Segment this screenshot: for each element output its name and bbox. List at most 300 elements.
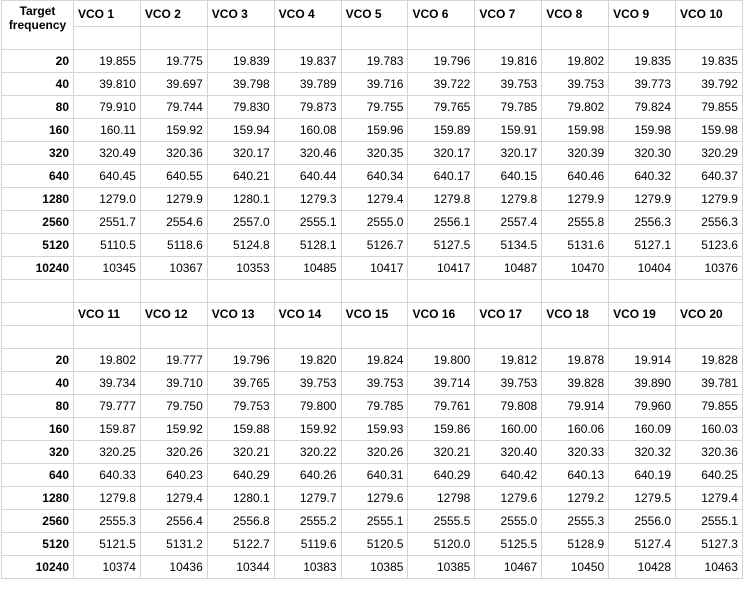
measured-value: 320.21: [408, 441, 475, 464]
measured-value: 159.86: [408, 418, 475, 441]
column-header: VCO 8: [542, 1, 609, 27]
header-row-1: [2, 1, 743, 27]
table-row: [2, 487, 743, 510]
empty-cell: [2, 280, 74, 303]
measured-value: 79.808: [475, 395, 542, 418]
measured-value: 1280.1: [207, 487, 274, 510]
measured-value: 10353: [207, 257, 274, 280]
measured-value: 2556.4: [140, 510, 207, 533]
table-row: [2, 211, 743, 234]
measured-value: 39.798: [207, 73, 274, 96]
target-frequency: 640: [2, 464, 74, 487]
table-row: [2, 257, 743, 280]
vco-frequency-table: [1, 0, 743, 579]
empty-cell: [542, 27, 609, 50]
measured-value: 640.44: [274, 165, 341, 188]
target-frequency: 1280: [2, 188, 74, 211]
measured-value: 640.17: [408, 165, 475, 188]
measured-value: 320.30: [609, 142, 676, 165]
measured-value: 39.781: [676, 372, 743, 395]
column-header: VCO 20: [676, 303, 743, 326]
measured-value: 1279.9: [140, 188, 207, 211]
target-frequency: 40: [2, 73, 74, 96]
target-frequency: 10240: [2, 556, 74, 579]
target-frequency: 160: [2, 119, 74, 142]
measured-value: 39.828: [542, 372, 609, 395]
measured-value: 79.830: [207, 96, 274, 119]
measured-value: 10404: [609, 257, 676, 280]
measured-value: 79.855: [676, 395, 743, 418]
measured-value: 79.800: [274, 395, 341, 418]
separator-row: [2, 280, 743, 303]
measured-value: 5128.1: [274, 234, 341, 257]
measured-value: 159.98: [609, 119, 676, 142]
measured-value: 39.710: [140, 372, 207, 395]
measured-value: 19.783: [341, 50, 408, 73]
measured-value: 2555.1: [341, 510, 408, 533]
column-header: VCO 4: [274, 1, 341, 27]
measured-value: 10463: [676, 556, 743, 579]
measured-value: 5119.6: [274, 533, 341, 556]
measured-value: 320.26: [140, 441, 207, 464]
measured-value: 640.21: [207, 165, 274, 188]
measured-value: 19.855: [74, 50, 141, 73]
column-header: VCO 14: [274, 303, 341, 326]
measured-value: 10376: [676, 257, 743, 280]
empty-cell: [2, 326, 74, 349]
table-row: [2, 188, 743, 211]
measured-value: 5131.6: [542, 234, 609, 257]
target-frequency: 80: [2, 395, 74, 418]
measured-value: 1279.4: [676, 487, 743, 510]
measured-value: 79.914: [542, 395, 609, 418]
empty-cell: [207, 326, 274, 349]
measured-value: 640.33: [74, 464, 141, 487]
measured-value: 640.29: [207, 464, 274, 487]
measured-value: 320.36: [676, 441, 743, 464]
measured-value: 1279.4: [140, 487, 207, 510]
measured-value: 39.722: [408, 73, 475, 96]
empty-cell: [542, 326, 609, 349]
measured-value: 39.753: [274, 372, 341, 395]
table-row: [2, 464, 743, 487]
empty-cell: [609, 326, 676, 349]
measured-value: 5125.5: [475, 533, 542, 556]
empty-cell: [74, 27, 141, 50]
measured-value: 39.810: [74, 73, 141, 96]
column-header: VCO 6: [408, 1, 475, 27]
measured-value: 320.36: [140, 142, 207, 165]
empty-cell: [274, 280, 341, 303]
target-frequency: 160: [2, 418, 74, 441]
measured-value: 159.98: [542, 119, 609, 142]
target-frequency: 2560: [2, 211, 74, 234]
empty-cell: [74, 326, 141, 349]
measured-value: 640.45: [74, 165, 141, 188]
measured-value: 39.773: [609, 73, 676, 96]
measured-value: 160.03: [676, 418, 743, 441]
measured-value: 1279.9: [542, 188, 609, 211]
measured-value: 39.789: [274, 73, 341, 96]
target-frequency: 2560: [2, 510, 74, 533]
measured-value: 2556.3: [676, 211, 743, 234]
measured-value: 79.777: [74, 395, 141, 418]
measured-value: 19.828: [676, 349, 743, 372]
measured-value: 2555.8: [542, 211, 609, 234]
table-row: [2, 349, 743, 372]
measured-value: 79.744: [140, 96, 207, 119]
measured-value: 5128.9: [542, 533, 609, 556]
measured-value: 320.22: [274, 441, 341, 464]
measured-value: 19.800: [408, 349, 475, 372]
empty-cell: [207, 280, 274, 303]
measured-value: 159.89: [408, 119, 475, 142]
measured-value: 79.824: [609, 96, 676, 119]
measured-value: 79.802: [542, 96, 609, 119]
measured-value: 79.785: [341, 395, 408, 418]
measured-value: 79.855: [676, 96, 743, 119]
empty-cell: [408, 27, 475, 50]
table-row: [2, 441, 743, 464]
measured-value: 5127.5: [408, 234, 475, 257]
measured-value: 10467: [475, 556, 542, 579]
measured-value: 320.49: [74, 142, 141, 165]
column-header: VCO 18: [542, 303, 609, 326]
measured-value: 2555.2: [274, 510, 341, 533]
measured-value: 19.824: [341, 349, 408, 372]
measured-value: 320.29: [676, 142, 743, 165]
measured-value: 2554.6: [140, 211, 207, 234]
measured-value: 159.92: [274, 418, 341, 441]
measured-value: 2555.3: [74, 510, 141, 533]
measured-value: 5124.8: [207, 234, 274, 257]
measured-value: 160.09: [609, 418, 676, 441]
measured-value: 160.00: [475, 418, 542, 441]
measured-value: 2556.8: [207, 510, 274, 533]
column-header: VCO 12: [140, 303, 207, 326]
column-header: VCO 16: [408, 303, 475, 326]
target-frequency: 20: [2, 349, 74, 372]
measured-value: 2555.1: [676, 510, 743, 533]
empty-cell: [2, 303, 74, 326]
measured-value: 2555.0: [341, 211, 408, 234]
empty-cell: [140, 326, 207, 349]
measured-value: 1279.8: [475, 188, 542, 211]
measured-value: 19.914: [609, 349, 676, 372]
measured-value: 2556.0: [609, 510, 676, 533]
measured-value: 2555.3: [542, 510, 609, 533]
measured-value: 79.750: [140, 395, 207, 418]
table-row: [2, 234, 743, 257]
measured-value: 79.755: [341, 96, 408, 119]
measured-value: 39.697: [140, 73, 207, 96]
table-row: [2, 510, 743, 533]
measured-value: 640.55: [140, 165, 207, 188]
column-header: VCO 13: [207, 303, 274, 326]
empty-cell: [207, 27, 274, 50]
measured-value: 5127.3: [676, 533, 743, 556]
measured-value: 5127.4: [609, 533, 676, 556]
measured-value: 1279.9: [676, 188, 743, 211]
target-frequency: 5120: [2, 533, 74, 556]
measured-value: 10345: [74, 257, 141, 280]
measured-value: 159.94: [207, 119, 274, 142]
header-row-2: [2, 303, 743, 326]
empty-cell: [475, 27, 542, 50]
measured-value: 5120.0: [408, 533, 475, 556]
measured-value: 159.88: [207, 418, 274, 441]
measured-value: 5122.7: [207, 533, 274, 556]
measured-value: 640.19: [609, 464, 676, 487]
measured-value: 159.93: [341, 418, 408, 441]
measured-value: 159.98: [676, 119, 743, 142]
measured-value: 79.785: [475, 96, 542, 119]
table-row: [2, 165, 743, 188]
column-header: VCO 3: [207, 1, 274, 27]
measured-value: 1279.3: [274, 188, 341, 211]
measured-value: 320.40: [475, 441, 542, 464]
target-frequency: 1280: [2, 487, 74, 510]
measured-value: 10374: [74, 556, 141, 579]
measured-value: 1279.8: [74, 487, 141, 510]
measured-value: 640.31: [341, 464, 408, 487]
measured-value: 159.92: [140, 119, 207, 142]
measured-value: 640.32: [609, 165, 676, 188]
measured-value: 1279.6: [341, 487, 408, 510]
measured-value: 19.796: [207, 349, 274, 372]
measured-value: 320.46: [274, 142, 341, 165]
measured-value: 2555.0: [475, 510, 542, 533]
table-row: [2, 142, 743, 165]
target-frequency: 40: [2, 372, 74, 395]
column-header: VCO 11: [74, 303, 141, 326]
measured-value: 39.714: [408, 372, 475, 395]
empty-cell: [274, 326, 341, 349]
measured-value: 1279.2: [542, 487, 609, 510]
measured-value: 1280.1: [207, 188, 274, 211]
empty-cell: [609, 280, 676, 303]
measured-value: 5121.5: [74, 533, 141, 556]
measured-value: 79.873: [274, 96, 341, 119]
table-row: [2, 119, 743, 142]
measured-value: 10385: [408, 556, 475, 579]
measured-value: 10383: [274, 556, 341, 579]
measured-value: 5131.2: [140, 533, 207, 556]
measured-value: 39.765: [207, 372, 274, 395]
empty-cell: [609, 27, 676, 50]
measured-value: 640.46: [542, 165, 609, 188]
measured-value: 19.835: [609, 50, 676, 73]
column-header: VCO 5: [341, 1, 408, 27]
measured-value: 320.32: [609, 441, 676, 464]
measured-value: 10487: [475, 257, 542, 280]
empty-cell: [676, 27, 743, 50]
measured-value: 640.34: [341, 165, 408, 188]
measured-value: 640.25: [676, 464, 743, 487]
measured-value: 5127.1: [609, 234, 676, 257]
column-header: VCO 2: [140, 1, 207, 27]
table-row: [2, 533, 743, 556]
measured-value: 19.878: [542, 349, 609, 372]
measured-value: 79.910: [74, 96, 141, 119]
column-header: VCO 17: [475, 303, 542, 326]
measured-value: 1279.5: [609, 487, 676, 510]
measured-value: 10385: [341, 556, 408, 579]
measured-value: 1279.7: [274, 487, 341, 510]
empty-cell: [676, 280, 743, 303]
table-row: [2, 372, 743, 395]
measured-value: 159.92: [140, 418, 207, 441]
table-row: [2, 395, 743, 418]
measured-value: 160.08: [274, 119, 341, 142]
measured-value: 2555.5: [408, 510, 475, 533]
table-row: [2, 96, 743, 119]
measured-value: 2556.1: [408, 211, 475, 234]
measured-value: 160.11: [74, 119, 141, 142]
measured-value: 320.33: [542, 441, 609, 464]
corner-label: [2, 1, 74, 50]
measured-value: 2556.3: [609, 211, 676, 234]
column-header: VCO 10: [676, 1, 743, 27]
measured-value: 19.812: [475, 349, 542, 372]
table-row: [2, 556, 743, 579]
corner-label-line: Target: [19, 4, 56, 18]
column-header: VCO 9: [609, 1, 676, 27]
measured-value: 79.753: [207, 395, 274, 418]
corner-label-line: frequency: [8, 18, 67, 32]
target-frequency: 5120: [2, 234, 74, 257]
measured-value: 5123.6: [676, 234, 743, 257]
spacer-row: [2, 27, 743, 50]
empty-cell: [475, 326, 542, 349]
empty-cell: [542, 280, 609, 303]
empty-cell: [341, 326, 408, 349]
measured-value: 320.21: [207, 441, 274, 464]
empty-cell: [408, 280, 475, 303]
measured-value: 10450: [542, 556, 609, 579]
measured-value: 12798: [408, 487, 475, 510]
target-frequency: 10240: [2, 257, 74, 280]
column-header: VCO 15: [341, 303, 408, 326]
measured-value: 1279.9: [609, 188, 676, 211]
column-header: VCO 19: [609, 303, 676, 326]
column-header: VCO 7: [475, 1, 542, 27]
measured-value: 2551.7: [74, 211, 141, 234]
measured-value: 19.839: [207, 50, 274, 73]
measured-value: 640.37: [676, 165, 743, 188]
measured-value: 79.960: [609, 395, 676, 418]
measured-value: 19.775: [140, 50, 207, 73]
measured-value: 19.820: [274, 349, 341, 372]
measured-value: 159.96: [341, 119, 408, 142]
target-frequency: 80: [2, 96, 74, 119]
measured-value: 5110.5: [74, 234, 141, 257]
spacer-row: [2, 326, 743, 349]
empty-cell: [140, 27, 207, 50]
measured-value: 19.802: [542, 50, 609, 73]
empty-cell: [676, 326, 743, 349]
column-header: VCO 1: [74, 1, 141, 27]
measured-value: 5126.7: [341, 234, 408, 257]
empty-cell: [274, 27, 341, 50]
measured-value: 320.25: [74, 441, 141, 464]
measured-value: 39.890: [609, 372, 676, 395]
measured-value: 39.753: [475, 73, 542, 96]
measured-value: 640.15: [475, 165, 542, 188]
measured-value: 10485: [274, 257, 341, 280]
measured-value: 19.777: [140, 349, 207, 372]
measured-value: 10417: [341, 257, 408, 280]
measured-value: 320.17: [475, 142, 542, 165]
target-frequency: 320: [2, 142, 74, 165]
measured-value: 10367: [140, 257, 207, 280]
measured-value: 1279.8: [408, 188, 475, 211]
empty-cell: [74, 280, 141, 303]
measured-value: 320.17: [207, 142, 274, 165]
measured-value: 19.837: [274, 50, 341, 73]
measured-value: 39.734: [74, 372, 141, 395]
target-frequency: 640: [2, 165, 74, 188]
measured-value: 640.26: [274, 464, 341, 487]
measured-value: 19.835: [676, 50, 743, 73]
measured-value: 5120.5: [341, 533, 408, 556]
empty-cell: [341, 27, 408, 50]
table-row: [2, 418, 743, 441]
measured-value: 79.761: [408, 395, 475, 418]
measured-value: 640.29: [408, 464, 475, 487]
measured-value: 10417: [408, 257, 475, 280]
measured-value: 10344: [207, 556, 274, 579]
empty-cell: [475, 280, 542, 303]
measured-value: 2555.1: [274, 211, 341, 234]
empty-cell: [140, 280, 207, 303]
measured-value: 159.87: [74, 418, 141, 441]
measured-value: 19.816: [475, 50, 542, 73]
measured-value: 1279.0: [74, 188, 141, 211]
measured-value: 320.26: [341, 441, 408, 464]
measured-value: 10436: [140, 556, 207, 579]
measured-value: 640.13: [542, 464, 609, 487]
measured-value: 39.753: [341, 372, 408, 395]
target-frequency: 20: [2, 50, 74, 73]
measured-value: 79.765: [408, 96, 475, 119]
measured-value: 5134.5: [475, 234, 542, 257]
measured-value: 39.753: [475, 372, 542, 395]
measured-value: 640.42: [475, 464, 542, 487]
measured-value: 19.796: [408, 50, 475, 73]
measured-value: 160.06: [542, 418, 609, 441]
table-row: [2, 50, 743, 73]
measured-value: 5118.6: [140, 234, 207, 257]
empty-cell: [408, 326, 475, 349]
measured-value: 1279.6: [475, 487, 542, 510]
measured-value: 159.91: [475, 119, 542, 142]
measured-value: 39.792: [676, 73, 743, 96]
measured-value: 10470: [542, 257, 609, 280]
empty-cell: [341, 280, 408, 303]
target-frequency: 320: [2, 441, 74, 464]
measured-value: 1279.4: [341, 188, 408, 211]
measured-value: 320.39: [542, 142, 609, 165]
measured-value: 640.23: [140, 464, 207, 487]
measured-value: 2557.0: [207, 211, 274, 234]
measured-value: 320.17: [408, 142, 475, 165]
measured-value: 2557.4: [475, 211, 542, 234]
measured-value: 320.35: [341, 142, 408, 165]
measured-value: 19.802: [74, 349, 141, 372]
measured-value: 39.753: [542, 73, 609, 96]
table-row: [2, 73, 743, 96]
